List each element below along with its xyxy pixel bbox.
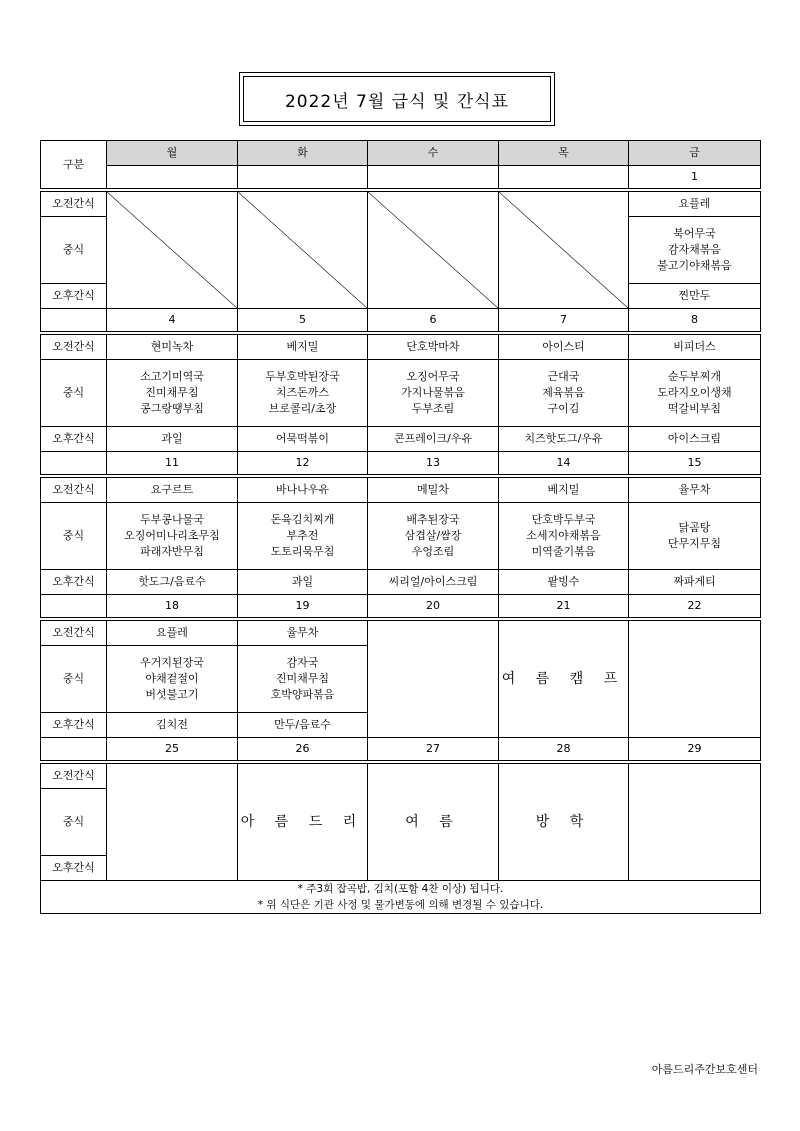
header-row [41,141,761,166]
menu-cell: 메밀차 [368,478,499,503]
menu-cell: 어묵떡볶이 [238,427,368,452]
menu-cell: 순두부찌개 도라지오이생채 떡갈비부침 [629,360,761,427]
row-label-lunch: 중식 [41,217,107,284]
row-label-lunch: 중식 [41,503,107,570]
date-cell: 28 [499,738,629,761]
row-label-afternoon: 오후간식 [41,570,107,595]
date-cell: 20 [368,595,499,618]
menu-cell: 감자국 진미채무침 호박양파볶음 [238,646,368,713]
row-label-afternoon: 오후간식 [41,427,107,452]
date-cell [499,166,629,189]
menu-cell: 닭곰탕 단무지무침 [629,503,761,570]
notes-cell [41,881,761,914]
menu-cell: 배추된장국 삼겹살/쌈장 우엉조림 [368,503,499,570]
week2-dates [41,309,761,332]
date-cell: 14 [499,452,629,475]
menu-cell: 단호박두부국 소세지야채볶음 미역줄기볶음 [499,503,629,570]
menu-cell: 베지밀 [238,335,368,360]
date-cell [368,166,499,189]
note-line: * 위 식단은 기관 사정 및 물가변동에 의해 변경될 수 있습니다. [257,899,544,911]
date-cell: 21 [499,595,629,618]
row-label-afternoon: 오후간식 [41,856,107,881]
row-label-morning: 오전간식 [41,478,107,503]
date-cell: 11 [107,452,238,475]
menu-cell: 과일 [107,427,238,452]
day-tue: 화 [238,141,368,166]
date-cell: 5 [238,309,368,332]
menu-cell: 단호박마차 [368,335,499,360]
week4-dates [41,595,761,618]
date-cell: 27 [368,738,499,761]
week3-morning [41,478,761,503]
date-cell [238,166,368,189]
empty-cell [629,621,761,738]
menu-cell: 팥빙수 [499,570,629,595]
week1-morning [41,192,761,217]
menu-cell: 짜파게티 [629,570,761,595]
week2-morning [41,335,761,360]
vacation-event-part: 아 름 드 리 [238,764,368,881]
date-cell: 26 [238,738,368,761]
empty-cell [107,764,238,881]
row-label-morning: 오전간식 [41,764,107,789]
row-label-morning: 오전간식 [41,621,107,646]
summer-camp-event: 여 름 캠 프 [499,621,629,738]
menu-cell: 씨리얼/아이스크림 [368,570,499,595]
date-cell: 18 [107,595,238,618]
date-cell: 7 [499,309,629,332]
note-line: * 주3회 잡곡밥, 김치(포함 4찬 이상) 됩니다. [297,883,504,895]
empty-cell-diagonal [368,192,499,309]
menu-cell: 두부호박된장국 치즈돈까스 브로콜리/초장 [238,360,368,427]
menu-cell: 돈육김치찌개 부추전 도토리묵무침 [238,503,368,570]
row-label-lunch: 중식 [41,360,107,427]
week5-morning [41,764,761,789]
menu-cell: 만두/음료수 [238,713,368,738]
menu-cell: 율무차 [238,621,368,646]
row-label-morning: 오전간식 [41,335,107,360]
menu-cell: 베지밀 [499,478,629,503]
notes-row [41,881,761,914]
menu-cell: 요플레 [107,621,238,646]
empty-cell [629,764,761,881]
menu-cell: 아이스크림 [629,427,761,452]
date-cell: 1 [629,166,761,189]
week5-dates [41,738,761,761]
menu-cell: 요플레 [629,192,761,217]
date-cell: 6 [368,309,499,332]
menu-cell: 과일 [238,570,368,595]
menu-cell: 현미녹차 [107,335,238,360]
menu-cell: 찐만두 [629,284,761,309]
empty-cell-diagonal [107,192,238,309]
empty-cell-diagonal [238,192,368,309]
menu-cell: 비피더스 [629,335,761,360]
vacation-event-part: 여 름 [368,764,499,881]
day-thu: 목 [499,141,629,166]
date-cell: 4 [107,309,238,332]
empty-cell [368,621,499,738]
menu-table [40,140,761,914]
row-label-afternoon: 오후간식 [41,713,107,738]
menu-cell: 요구르트 [107,478,238,503]
vacation-event-part: 방 학 [499,764,629,881]
week3-dates [41,452,761,475]
menu-cell: 아이스티 [499,335,629,360]
menu-cell: 북어무국 감자채볶음 불고기야채볶음 [629,217,761,284]
date-cell: 15 [629,452,761,475]
page-title-box [239,72,555,126]
page-title: 2022년 7월 급식 및 간식표 [284,91,510,112]
row-label-afternoon: 오후간식 [41,284,107,309]
gubun-label: 구분 [41,141,107,189]
menu-cell: 콘프레이크/우유 [368,427,499,452]
row-label-morning: 오전간식 [41,192,107,217]
menu-cell: 바나나우유 [238,478,368,503]
date-cell: 13 [368,452,499,475]
week1-dates [41,166,761,189]
row-label-lunch: 중식 [41,789,107,856]
week3-lunch [41,503,761,570]
week2-afternoon [41,427,761,452]
day-fri: 금 [629,141,761,166]
date-cell: 29 [629,738,761,761]
menu-cell: 근대국 제육볶음 구이김 [499,360,629,427]
menu-cell: 율무차 [629,478,761,503]
date-cell: 8 [629,309,761,332]
week4-morning [41,621,761,646]
date-cell: 19 [238,595,368,618]
date-cell [107,166,238,189]
week3-afternoon [41,570,761,595]
footer-org-name: 아름드리주간보호센터 [651,1063,758,1076]
date-cell: 25 [107,738,238,761]
menu-cell: 소고기미역국 진미채무침 콩그랑땡부침 [107,360,238,427]
menu-cell: 오징어무국 가지나물볶음 두부조림 [368,360,499,427]
empty-cell-diagonal [499,192,629,309]
menu-cell: 두부콩나물국 오징어미나리초무침 파래자반무침 [107,503,238,570]
menu-cell: 핫도그/음료수 [107,570,238,595]
day-mon: 월 [107,141,238,166]
menu-cell: 치즈핫도그/우유 [499,427,629,452]
week2-lunch [41,360,761,427]
day-wed: 수 [368,141,499,166]
row-label-lunch: 중식 [41,646,107,713]
menu-cell: 우거지된장국 야채겉절이 버섯불고기 [107,646,238,713]
date-cell: 22 [629,595,761,618]
menu-cell: 김치전 [107,713,238,738]
date-cell: 12 [238,452,368,475]
